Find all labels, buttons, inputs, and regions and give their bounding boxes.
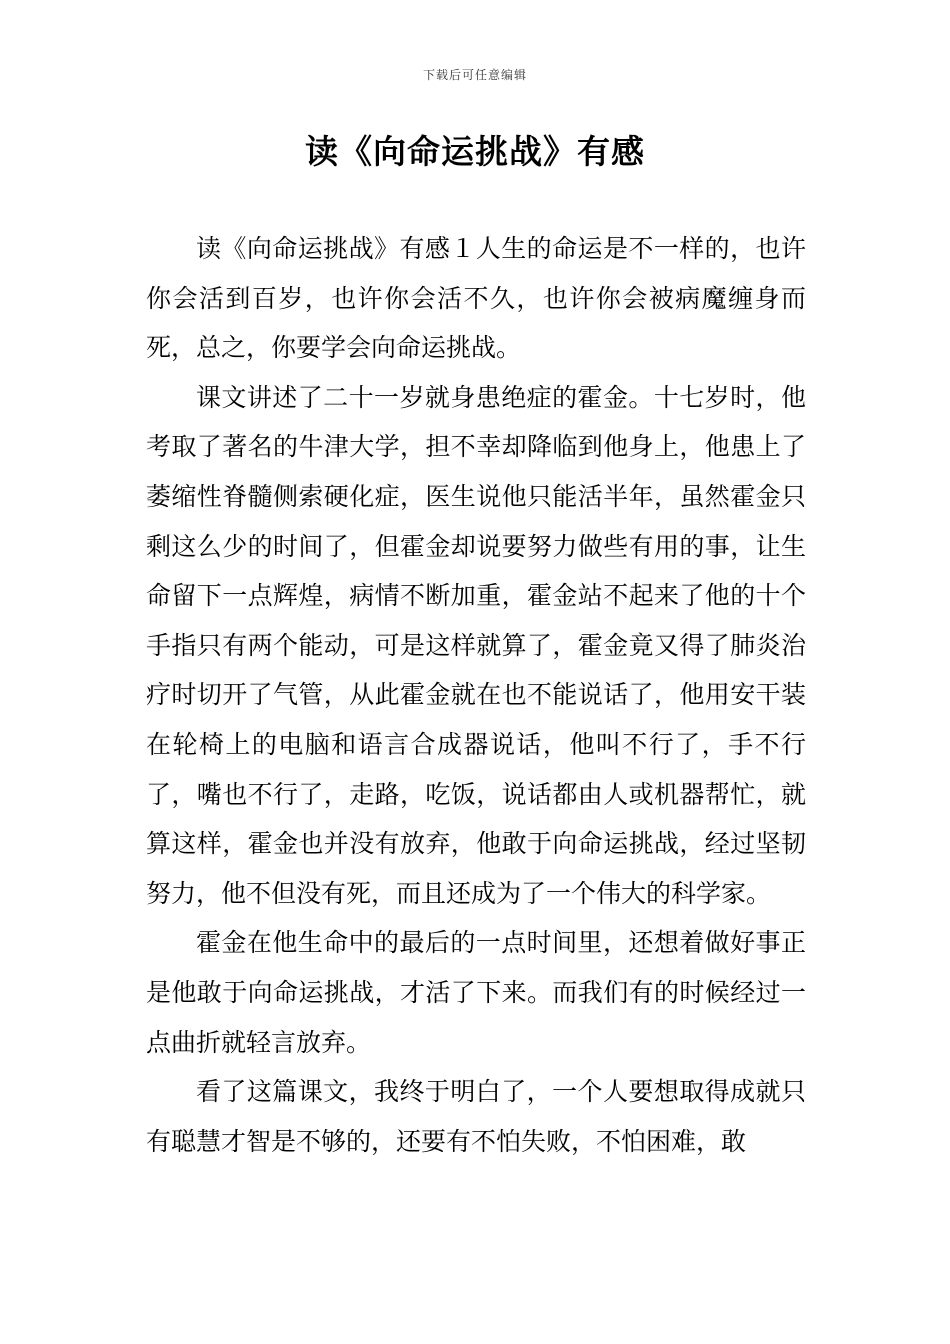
document-title: 读《向命运挑战》有感 — [305, 132, 645, 171]
paragraph-4: 看了这篇课文，我终于明白了，一个人要想取得成就只有聪慧才智是不够的，还要有不怕失败，不怕困难，敢 — [146, 1077, 806, 1156]
header-note: 下载后可任意编辑 — [422, 68, 527, 82]
paragraph-3: 霍金在他生命中的最后的一点时间里，还想着做好事正是他敢于向命运挑战，才活了下来。而我们有的时候经过一点曲折就轻言放弃。 — [146, 928, 806, 1057]
paragraph-2: 课文讲述了二十一岁就身患绝症的霍金。十七岁时，他考取了著名的牛津大学，担不幸却降临到他身上，他患上了萎缩性脊髓侧索硬化症，医生说他只能活半年，虽然霍金只剩这么少的时间了，但霍金却说要努力做些有用的事，让生命留下一点辉煌，病情不断加重，霍金站不起来了他的十个手指只有两个能动，可是这样就算了，霍金竟又得了肺炎治疗时切开了气管，从此霍金就在也不能说话了，他用安干装在轮椅上的电脑和语言合成器说话，他叫不行了，手不行了，嘴也不行了，走路，吃饭，说话都由人或机器帮忙，就算这样，霍金也并没有放弃，他敢于向命运挑战，经过坚韧努力，他不但没有死，而且还成为了一个伟大的科学家。 — [146, 382, 806, 908]
document-body — [146, 224, 806, 1166]
paragraph-1: 读《向命运挑战》有感１人生的命运是不一样的，也许你会活到百岁，也许你会活不久，也许你会被病魔缠身而死，总之，你要学会向命运挑战。 — [146, 234, 806, 363]
